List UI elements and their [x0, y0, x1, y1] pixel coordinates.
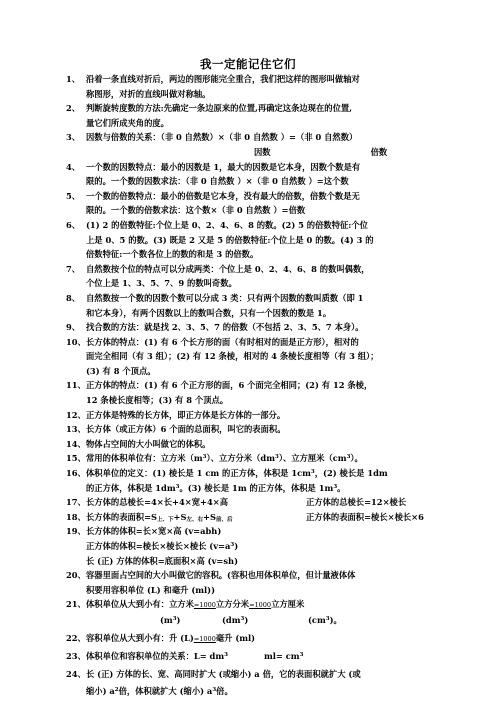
item-text: 限的。一个数的倍数求法：这个数×（非 0 自然数 ）=倍数 — [86, 205, 306, 216]
list-item — [66, 189, 436, 218]
item-text: 和它本身），有两个因数以上的数叫合数，只有一个因数的数是 1。 — [86, 307, 332, 318]
item-text: 容积单位从大到小有：升 (L)=1000毫升 (ml) — [86, 632, 256, 643]
list-item — [66, 451, 436, 466]
item-text: 正方体的体积=棱长×棱长×棱长 $(v=a^3)$ — [86, 541, 239, 551]
list-item — [66, 524, 436, 568]
item-number: 7、 — [66, 263, 81, 274]
list-item — [66, 667, 436, 699]
item-text: 面完全相同（有 3 组）；(2) 有 12 条棱，相对的 4 条棱长度相等（有 3 组）； — [86, 351, 379, 362]
item-text: 常用的体积单位有：立方米$(m^3)$、立方分米$(dm^3)$、立方厘米$(cm^3)$。 — [86, 453, 363, 464]
item-number: 5、 — [66, 190, 81, 201]
page-title: 我一定能记住它们 — [200, 57, 296, 71]
item-text: 正方体是特殊的长方体，即正方体是长方体的一部分。 — [86, 409, 286, 420]
list-item — [66, 378, 436, 407]
item-number: 1、 — [66, 74, 81, 84]
list-item — [66, 291, 436, 320]
item-number: 10、 — [66, 336, 86, 347]
item-number: 14、 — [66, 438, 86, 449]
item-number: 19、 — [66, 526, 86, 537]
item-number: 24、 — [66, 668, 86, 679]
list-item — [66, 335, 436, 379]
unit-symbols: $(m^3)$ $(dm^3)$ $(cm^3)$。 — [160, 614, 342, 625]
item-number: 20、 — [66, 570, 86, 581]
item-text: 长 (正) 方体的体积=底面积×高 (v=sh) — [86, 555, 239, 566]
item-text: 长方体（或正方体）6 个面的总面积，叫它的表面积。 — [86, 424, 286, 435]
item-text: 长方体的体积=长×宽×高 (v=abh) — [86, 526, 222, 537]
item-number: 4、 — [66, 161, 81, 172]
rules-list — [66, 72, 436, 699]
item-text: 积要用容积单位 (L) 和毫升 (ml)) — [86, 584, 216, 595]
item-text: 称图形，对折的直线叫做对称轴。 — [86, 88, 211, 99]
list-item — [66, 510, 436, 525]
item-text: (1) 2 的倍数特征:个位上是 0、2、4、6、8 的数。(2) 5 的倍数特征:个位 — [86, 219, 368, 230]
item-text: (3) 有 8 个顶点。 — [86, 365, 156, 376]
list-item — [66, 160, 436, 189]
item-text: 一个数的倍数特点：最小的倍数是它本身，没有最大的倍数，倍数个数是无 — [86, 190, 360, 201]
factor-multiple-labels — [86, 145, 436, 160]
list-item — [66, 130, 436, 159]
item-number: 12、 — [66, 409, 86, 420]
item-text: 12 条棱长度相等；(3) 有 8 个顶点。 — [86, 395, 229, 406]
list-item — [66, 72, 436, 101]
item-number: 23、 — [66, 651, 86, 662]
item-number: 17、 — [66, 497, 86, 508]
factor-label: 因数 — [254, 146, 271, 157]
item-text: 体积单位和容积单位的关系：$L= dm^3$ $ml= cm^3$ — [86, 651, 304, 662]
list-item — [66, 466, 436, 495]
item-text: 一个数的因数特点：最小的因数是 1，最大的因数是它本身，因数个数是有 — [86, 161, 361, 172]
item-text: 自然数按个位的特点可以分成两类：个位上是 0、2、4、6、8 的数叫偶数， — [86, 263, 370, 274]
item-text: 限的。一个数的因数求法：（非 0 自然数 ）×（非 0 自然数 ）=这个数 — [86, 176, 349, 187]
item-number: 13、 — [66, 424, 86, 435]
item-text: 找合数的方法：就是找 2、3、5、7 的倍数（不包括 2、3、5、7 本身）。 — [86, 322, 364, 333]
item-number: 9、 — [66, 322, 81, 333]
item-text: 个位上是 1、3、5、7、9 的数叫奇数。 — [86, 278, 237, 289]
item-number: 11、 — [66, 380, 86, 391]
item-text: 体积单位的定义：(1) 棱长是 1 cm 的正方体，体积是 $1cm^3$，(2) 棱长是 1dm — [86, 468, 388, 479]
list-item — [66, 101, 436, 130]
item-number: 15、 — [66, 453, 86, 464]
item-number: 6、 — [66, 219, 81, 230]
list-item — [66, 649, 436, 664]
list-item — [66, 597, 436, 627]
list-item — [66, 437, 436, 452]
list-item — [66, 568, 436, 597]
list-item — [66, 631, 436, 647]
item-text: 物体占空间的大小叫做它的体积。 — [86, 438, 211, 449]
list-item — [66, 320, 436, 335]
item-text: 自然数按一个数的因数个数可以分成 3 类：只有两个因数的数叫质数（即 1 — [86, 292, 364, 303]
list-item — [66, 262, 436, 291]
item-text: 体积单位从大到小有：立方米=1000立方分米=1000立方厘米 — [86, 599, 305, 610]
item-text: 因数与倍数的关系：（非 0 自然数）×（非 0 自然数 ）=（非 0 自然数） — [86, 132, 358, 143]
item-number: 18、 — [66, 511, 86, 522]
item-text: 上是 0、5 的数。(3) 既是 2 又是 5 的倍数特征:个位上是 0 的数。(4) 3 的 — [86, 234, 374, 245]
list-item — [66, 218, 436, 262]
item-text: 倍数特征:一个数各位上的数的和是 3 的倍数。 — [86, 249, 259, 260]
item-text: 沿着一条直线对折后，两边的图形能完全重合，我们把这样的图形叫做轴对 — [86, 74, 360, 84]
list-item — [66, 408, 436, 423]
item-text: 长方体的特点：(1) 有 6 个长方形的面（有时相对的面是正方形），相对的 — [86, 336, 359, 347]
multiple-label: 倍数 — [370, 146, 388, 157]
item-number: 21、 — [66, 599, 86, 610]
item-number: 8、 — [66, 292, 81, 303]
item-text: 正方体的特点：(1) 有 6 个正方形的面，6 个面完全相同；(2) 有 12 条棱， — [86, 380, 373, 391]
list-item — [66, 422, 436, 437]
item-text: 判断旋转度数的方法:先确定一条边原来的位置,再确定这条边现在的位置, — [86, 103, 353, 114]
item-text: 量它们所成夹角的度。 — [86, 117, 169, 128]
item-text: 的正方体，体积是 $1dm^3$。(3) 棱长是 1m 的正方体，体积是 $1m^3$。 — [86, 482, 346, 493]
item-text: 长方体的表面积$=S_{上、下}+S_{左、右}+S_{前、后}$ 正方体的表面积=棱长×棱长×6 — [86, 511, 424, 523]
item-number: 2、 — [66, 103, 81, 114]
item-number: 22、 — [66, 632, 86, 643]
item-text: 长 (正) 方体的长、宽、高同时扩大 (或缩小) a 倍，它的表面积就扩大 (或 — [86, 668, 361, 679]
item-text: 长方体的总棱长=4×长+4×宽+4×高 正方体的总棱长=12×棱长 — [86, 497, 407, 508]
item-text: 容器里面占空间的大小叫做它的容积。(容积也用体积单位，但计量液体体 — [86, 570, 356, 581]
list-item — [66, 495, 436, 510]
item-number: 3、 — [66, 132, 81, 143]
item-number: 16、 — [66, 468, 86, 479]
item-text: 缩小) $a^2$倍，体积就扩大 (缩小) $a^3$倍。 — [86, 686, 233, 697]
